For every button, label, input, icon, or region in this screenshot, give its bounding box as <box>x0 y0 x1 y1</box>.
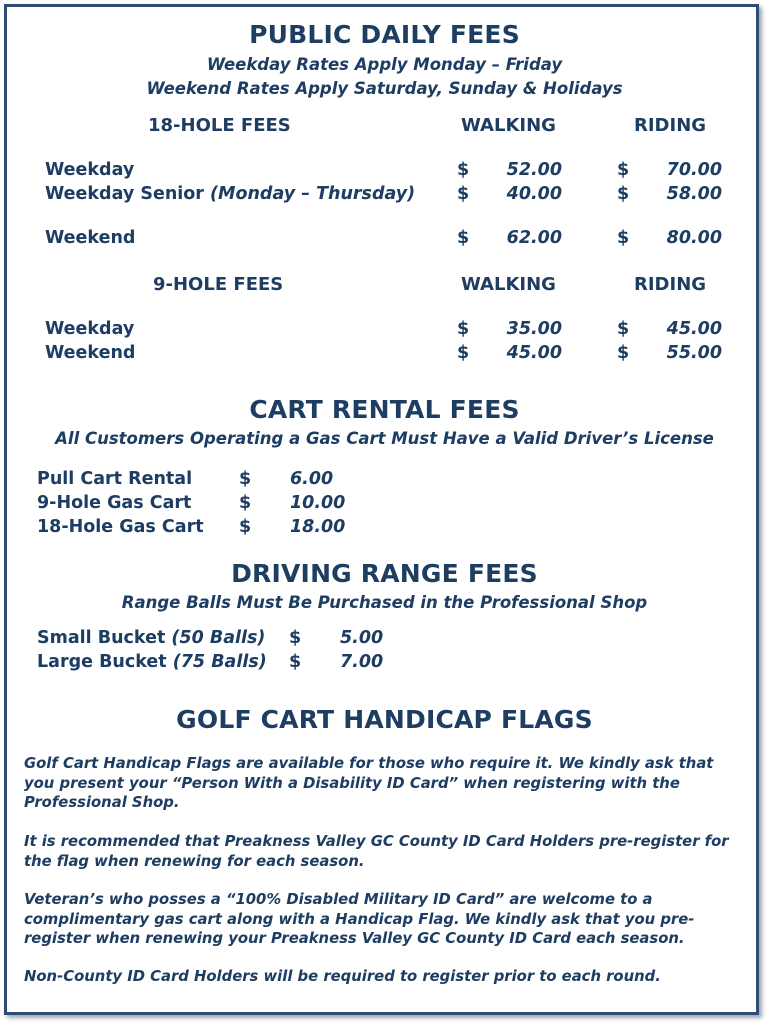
hole18-row-note: (Monday – Thursday) <box>210 184 416 204</box>
hole18-riding-header: RIDING <box>634 115 707 136</box>
currency-symbol: $ <box>239 493 252 513</box>
public-fees-weekday-note: Weekday Rates Apply Monday – Friday <box>206 55 563 74</box>
currency-symbol: $ <box>289 652 302 672</box>
hole9-walk-price: 35.00 <box>506 319 562 339</box>
currency-symbol: $ <box>239 469 252 489</box>
currency-symbol: $ <box>617 319 630 339</box>
hole18-walk-price: 62.00 <box>506 228 562 248</box>
handicap-paragraph: Non-County ID Card Holders will be required to register prior to each round. <box>24 968 661 985</box>
range-price: 5.00 <box>340 628 384 648</box>
currency-symbol: $ <box>617 228 630 248</box>
hole9-walk-price: 45.00 <box>506 343 562 363</box>
hole9-ride-price: 45.00 <box>666 319 722 339</box>
hole18-ride-price: 58.00 <box>666 184 722 204</box>
handicap-paragraph: Golf Cart Handicap Flags are available for those who require it. We kindly ask that you present your “Person With a Disability ID Card” when registering with the Professional Shop. <box>24 755 714 811</box>
range-row-label: Small Bucket (50 Balls) <box>37 628 266 648</box>
cart-row-label: Pull Cart Rental <box>37 469 193 489</box>
hole9-walking-header: WALKING <box>461 274 556 295</box>
hole18-walk-price: 40.00 <box>506 184 562 204</box>
cart-row-label: 18-Hole Gas Cart <box>37 517 204 537</box>
cart-price: 6.00 <box>290 469 334 489</box>
currency-symbol: $ <box>457 319 470 339</box>
hole18-row-label: Weekend <box>45 228 136 248</box>
cart-price: 18.00 <box>290 517 346 537</box>
public-fees-weekend-note: Weekend Rates Apply Saturday, Sunday & Holidays <box>146 79 623 98</box>
hole18-header: 18-HOLE FEES <box>148 115 291 136</box>
public-fees-title: PUBLIC DAILY FEES <box>249 20 520 49</box>
currency-symbol: $ <box>239 517 252 537</box>
cart-row-label: 9-Hole Gas Cart <box>37 493 192 513</box>
driving-range-note: Range Balls Must Be Purchased in the Professional Shop <box>121 593 648 612</box>
driving-range-title: DRIVING RANGE FEES <box>231 559 538 588</box>
handicap-paragraph: It is recommended that Preakness Valley GC County ID Card Holders pre-register for the flag when renewing for each season. <box>24 833 729 870</box>
currency-symbol: $ <box>617 343 630 363</box>
hole18-ride-price: 70.00 <box>666 160 722 180</box>
currency-symbol: $ <box>457 343 470 363</box>
hole9-riding-header: RIDING <box>634 274 707 295</box>
cart-rental-title: CART RENTAL FEES <box>249 395 520 424</box>
hole18-walking-header: WALKING <box>461 115 556 136</box>
hole18-row-label: Weekday Senior (Monday – Thursday) <box>45 184 416 204</box>
cart-rental-note: All Customers Operating a Gas Cart Must Have a Valid Driver’s License <box>55 429 714 448</box>
hole9-row-label: Weekend <box>45 343 136 363</box>
hole18-ride-price: 80.00 <box>666 228 722 248</box>
handicap-paragraph: Veteran’s who posses a “100% Disabled Military ID Card” are welcome to a complimentary gas cart along with a Handicap Flag. We kindly ask that you pre-register when renewing your Preakness Valley GC County ID Card each season. <box>24 891 695 947</box>
hole9-header: 9-HOLE FEES <box>153 274 284 295</box>
cart-price: 10.00 <box>290 493 346 513</box>
hole18-walk-price: 52.00 <box>506 160 562 180</box>
range-row-note: (50 Balls) <box>171 628 266 648</box>
currency-symbol: $ <box>617 184 630 204</box>
hole18-row-label: Weekday <box>45 160 135 180</box>
hole9-ride-price: 55.00 <box>666 343 722 363</box>
currency-symbol: $ <box>289 628 302 648</box>
currency-symbol: $ <box>457 184 470 204</box>
range-row-note: (75 Balls) <box>172 652 267 672</box>
currency-symbol: $ <box>617 160 630 180</box>
currency-symbol: $ <box>457 160 470 180</box>
range-row-label: Large Bucket (75 Balls) <box>37 652 267 672</box>
hole9-row-label: Weekday <box>45 319 135 339</box>
handicap-flags-title: GOLF CART HANDICAP FLAGS <box>176 705 593 734</box>
currency-symbol: $ <box>457 228 470 248</box>
range-price: 7.00 <box>340 652 384 672</box>
